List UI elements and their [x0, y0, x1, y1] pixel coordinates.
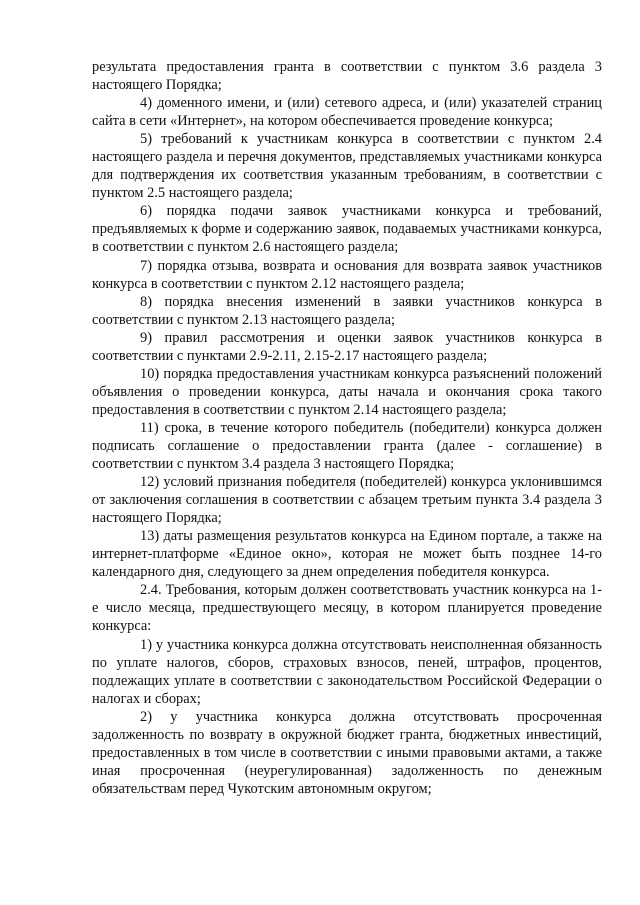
paragraph-item-12: 12) условий признания победителя (победителей) конкурса уклонившимся от заключения соглашения в соответствии с абзацем третьим пункта 3.4 раздела 3 настоящего Порядка;: [92, 474, 602, 527]
requirement-item-1: 1) у участника конкурса должна отсутствовать неисполненная обязанность по уплате налогов, сборов, страховых взносов, пеней, штрафов, процентов, подлежащих уплате в соответствии с законодательством Российской Федерации о налогах и сборах;: [92, 636, 602, 707]
requirement-item-2: 2) у участника конкурса должна отсутствовать просроченная задолженность по возврату в окружной бюджет гранта, бюджетных инвестиций, предоставленных в том числе в соответствии с иными правовыми актами, а также иная просроченная (неурегулированная) задолженность по денежным обязательствам перед Чукотским автономным округом;: [92, 708, 602, 797]
paragraph-item-9: 9) правил рассмотрения и оценки заявок участников конкурса в соответствии с пунктами 2.9-2.11, 2.15-2.17 настоящего раздела;: [92, 329, 602, 364]
paragraph-continuation: результата предоставления гранта в соответствии с пунктом 3.6 раздела 3 настоящего Порядка;: [92, 59, 602, 94]
paragraph-item-6: 6) порядка подачи заявок участниками конкурса и требований, предъявляемых к форме и содержанию заявок, подаваемых участниками конкурса, в соответствии с пунктом 2.6 настоящего раздела;: [92, 203, 602, 256]
section-2-4-heading: 2.4. Требования, которым должен соответствовать участник конкурса на 1-е число месяца, предшествующего месяцу, в котором планируется проведение конкурса:: [92, 582, 602, 635]
paragraph-item-5: 5) требований к участникам конкурса в соответствии с пунктом 2.4 настоящего раздела и перечня документов, представляемых участниками конкурса для подтверждения их соответствия указанным требованиям, в соответствии с пунктом 2.5 настоящего раздела;: [92, 131, 602, 202]
document-page: [92, 58, 602, 798]
paragraph-item-4: 4) доменного имени, и (или) сетевого адреса, и (или) указателей страниц сайта в сети «Интернет», на котором обеспечивается проведение конкурса;: [92, 95, 602, 130]
paragraph-item-11: 11) срока, в течение которого победитель (победители) конкурса должен подписать соглашение о предоставлении гранта (далее - соглашение) в соответствии с пунктом 3.4 раздела 3 настоящего Порядка;: [92, 419, 602, 473]
paragraph-item-10: 10) порядка предоставления участникам конкурса разъяснений положений объявления о проведении конкурса, даты начала и окончания срока такого предоставления в соответствии с пунктом 2.14 настоящего раздела;: [92, 365, 602, 418]
paragraph-item-13: 13) даты размещения результатов конкурса на Едином портале, а также на интернет-платформе «Единое окно», которая не может быть позднее 14-го календарного дня, следующего за днем определения победителя конкурса.: [92, 528, 602, 581]
paragraph-item-7: 7) порядка отзыва, возврата и основания для возврата заявок участников конкурса в соответствии с пунктом 2.12 настоящего раздела;: [92, 257, 602, 292]
paragraph-item-8: 8) порядка внесения изменений в заявки участников конкурса в соответствии с пунктом 2.13 настоящего раздела;: [92, 293, 602, 328]
